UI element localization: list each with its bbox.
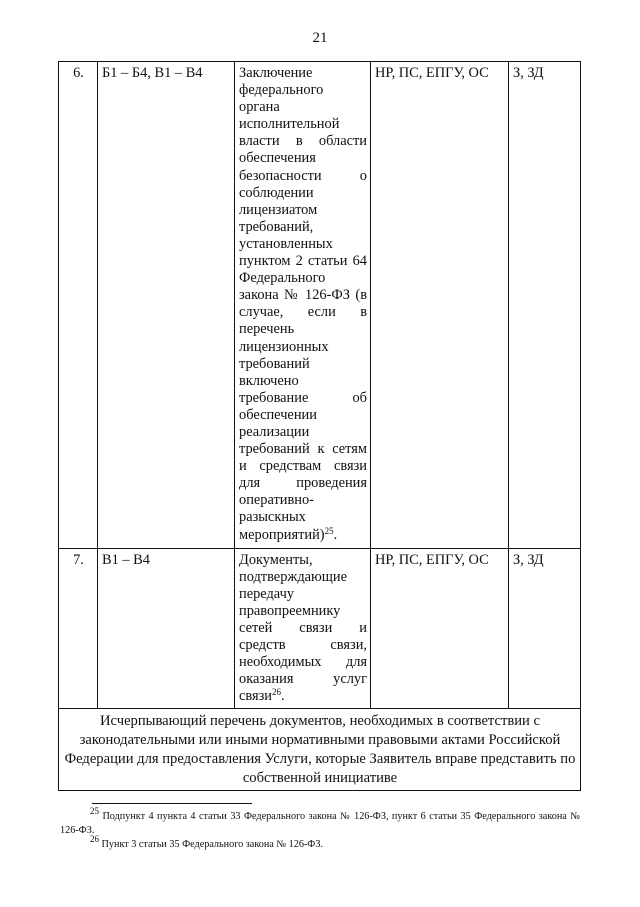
row-description: [235, 62, 371, 549]
table-row: [59, 548, 581, 709]
footnote-text: Пункт 3 статьи 35 Федерального закона № 126-ФЗ.: [101, 839, 324, 850]
summary-row: [59, 709, 581, 791]
footnote: [60, 834, 580, 852]
footnote-ref: 26: [272, 687, 281, 698]
row-channels: НР, ПС, ЕПГУ, ОС: [371, 62, 509, 549]
footnote-ref: 25: [324, 525, 334, 536]
row-categories: В1 – В4: [98, 548, 235, 709]
row-forms: З, ЗД: [509, 548, 581, 709]
row-number: 6.: [59, 62, 98, 549]
row-description-end: .: [281, 688, 285, 705]
row-forms: З, ЗД: [509, 62, 581, 549]
row-description: [235, 548, 371, 709]
footnotes: [60, 806, 580, 852]
row-description-end: .: [333, 526, 338, 543]
row-number: 7.: [59, 548, 98, 709]
footnote-number: 26: [90, 834, 99, 844]
documents-table: [58, 61, 581, 791]
row-channels: НР, ПС, ЕПГУ, ОС: [371, 548, 509, 709]
table-row: [59, 62, 581, 549]
footnote: [60, 806, 580, 838]
footnote-divider: [92, 803, 252, 804]
row-description-text: Заключение федерального органа исполнительной власти в области обеспечения безопасности о соблюдении лицензиатом требований, установленных пунктом 2 статьи 64 Федерального закона № 126-ФЗ (в случае, если в перечень лицензионных требований включено требование об обеспечении реализации требований к сетям и средствам связи для проведения оперативно-разыскных мероприятий): [239, 65, 367, 543]
row-description-text: Документы, подтверждающие передачу правопреемнику сетей связи и средств связи, необходимых для оказания услуг связи: [239, 551, 367, 705]
footnote-number: 25: [90, 806, 99, 816]
page-number: 21: [312, 30, 328, 46]
summary-heading: Исчерпывающий перечень документов, необходимых в соответствии с законодательными или иными нормативными правовыми актами Российской Федерации для предоставления Услуги, которые Заявитель вправе представить по собственной инициативе: [59, 709, 581, 791]
footnote-text: Подпункт 4 пункта 4 статьи 33 Федерального закона № 126-ФЗ, пункт 6 статьи 35 Федерального закона № 126-ФЗ.: [60, 811, 580, 836]
row-categories: Б1 – Б4, В1 – В4: [98, 62, 235, 549]
